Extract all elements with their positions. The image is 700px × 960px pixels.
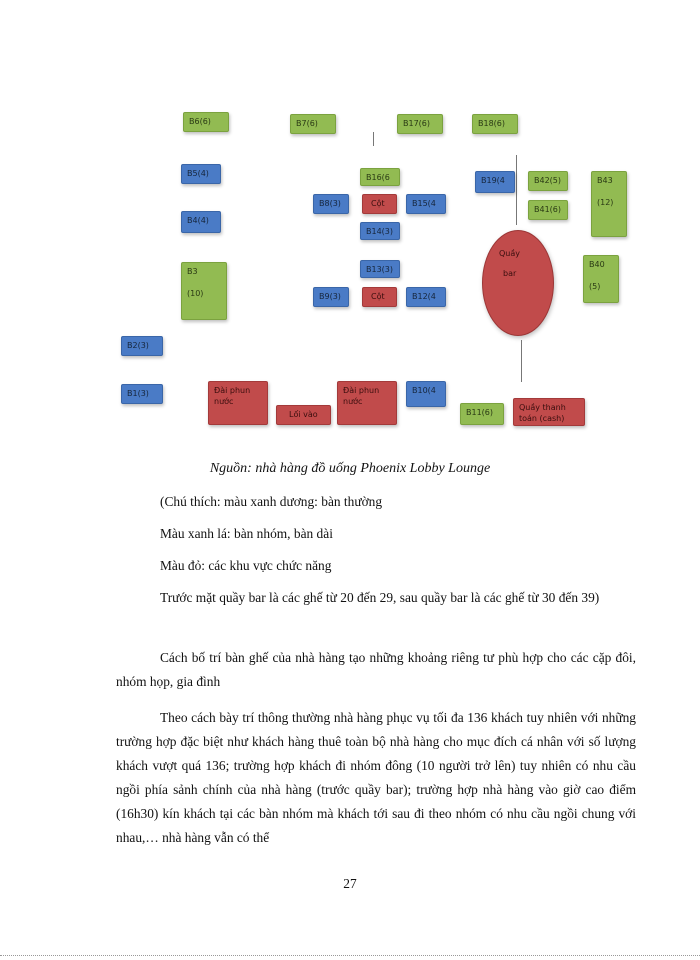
figure-caption: Nguồn: nhà hàng đồ uống Phoenix Lobby Lounge [209,461,491,476]
table-b41: B41(6) [528,200,568,220]
table-b17: B17(6) [397,114,443,134]
fountain-right: Đài phun nước [337,381,397,425]
cashier-counter: Quầy thanh toán (cash) [513,398,585,426]
table-b1: B1(3) [121,384,163,404]
legend-line-blue: (Chú thích: màu xanh dương: bàn thường [160,494,383,509]
page-number: 27 [343,876,357,891]
paragraph-seats: Trước mặt quầy bar là các ghế từ 20 đến 29, sau quầy bar là các ghế từ 30 đến 39) [160,590,600,605]
table-b8: B8(3) [313,194,349,214]
footer-dotted-line [0,955,700,956]
table-b42: B42(5) [528,171,568,191]
bar-label-bottom: bar [503,269,517,278]
table-b19: B19(4 [475,171,515,193]
table-b16: B16(6 [360,168,400,186]
table-b10: B10(4 [406,381,446,407]
table-b11: B11(6) [460,403,504,425]
table-b43: B43 (12) [591,171,627,237]
fountain-left: Đài phun nước [208,381,268,425]
table-b7: B7(6) [290,114,336,134]
divider-line [516,155,517,225]
table-b9: B9(3) [313,287,349,307]
table-b40: B40 (5) [583,255,619,303]
table-b3: B3 (10) [181,262,227,320]
paragraph-capacity: Theo cách bày trí thông thường nhà hàng phục vụ tối đa 136 khách tuy nhiên với những trường hợp đặc biệt như khách hàng thuê toàn bộ nhà hàng cho mục đích cá nhân với số lượng khách vượt quá 136; trường hợp khách đi nhóm đông (10 người trở lên) tuy nhiên có nhu cầu ngồi phía sảnh chính của nhà hàng (trước quầy bar); trường hợp nhà hàng vào giờ cao điểm (16h30) kín khách tại các bàn nhóm mà khách tới sau đi theo nhóm có nhu cầu ngồi chung với nhau,… nhà hàng vẫn có thể [116,710,636,845]
divider-line [521,340,522,382]
divider-line [373,132,374,146]
table-b12: B12(4 [406,287,446,307]
table-b4: B4(4) [181,211,221,233]
table-b14: B14(3) [360,222,400,240]
table-b13: B13(3) [360,260,400,278]
legend-line-red: Màu đỏ: các khu vực chức năng [160,558,332,573]
entrance: Lối vào [276,405,331,425]
legend-line-green: Màu xanh lá: bàn nhóm, bàn dài [160,526,333,541]
floor-plan-diagram [110,100,614,440]
bar-label-top: Quầy [499,249,521,258]
table-b18: B18(6) [472,114,518,134]
table-b2: B2(3) [121,336,163,356]
bar-counter [482,230,554,336]
column-2: Cột [362,287,397,307]
table-b6: B6(6) [183,112,229,132]
table-b15: B15(4 [406,194,446,214]
paragraph-layout: Cách bố trí bàn ghế của nhà hàng tạo những khoảng riêng tư phù hợp cho các cặp đôi, nhóm họp, gia đình [116,650,636,689]
table-b5: B5(4) [181,164,221,184]
column-1: Cột [362,194,397,214]
